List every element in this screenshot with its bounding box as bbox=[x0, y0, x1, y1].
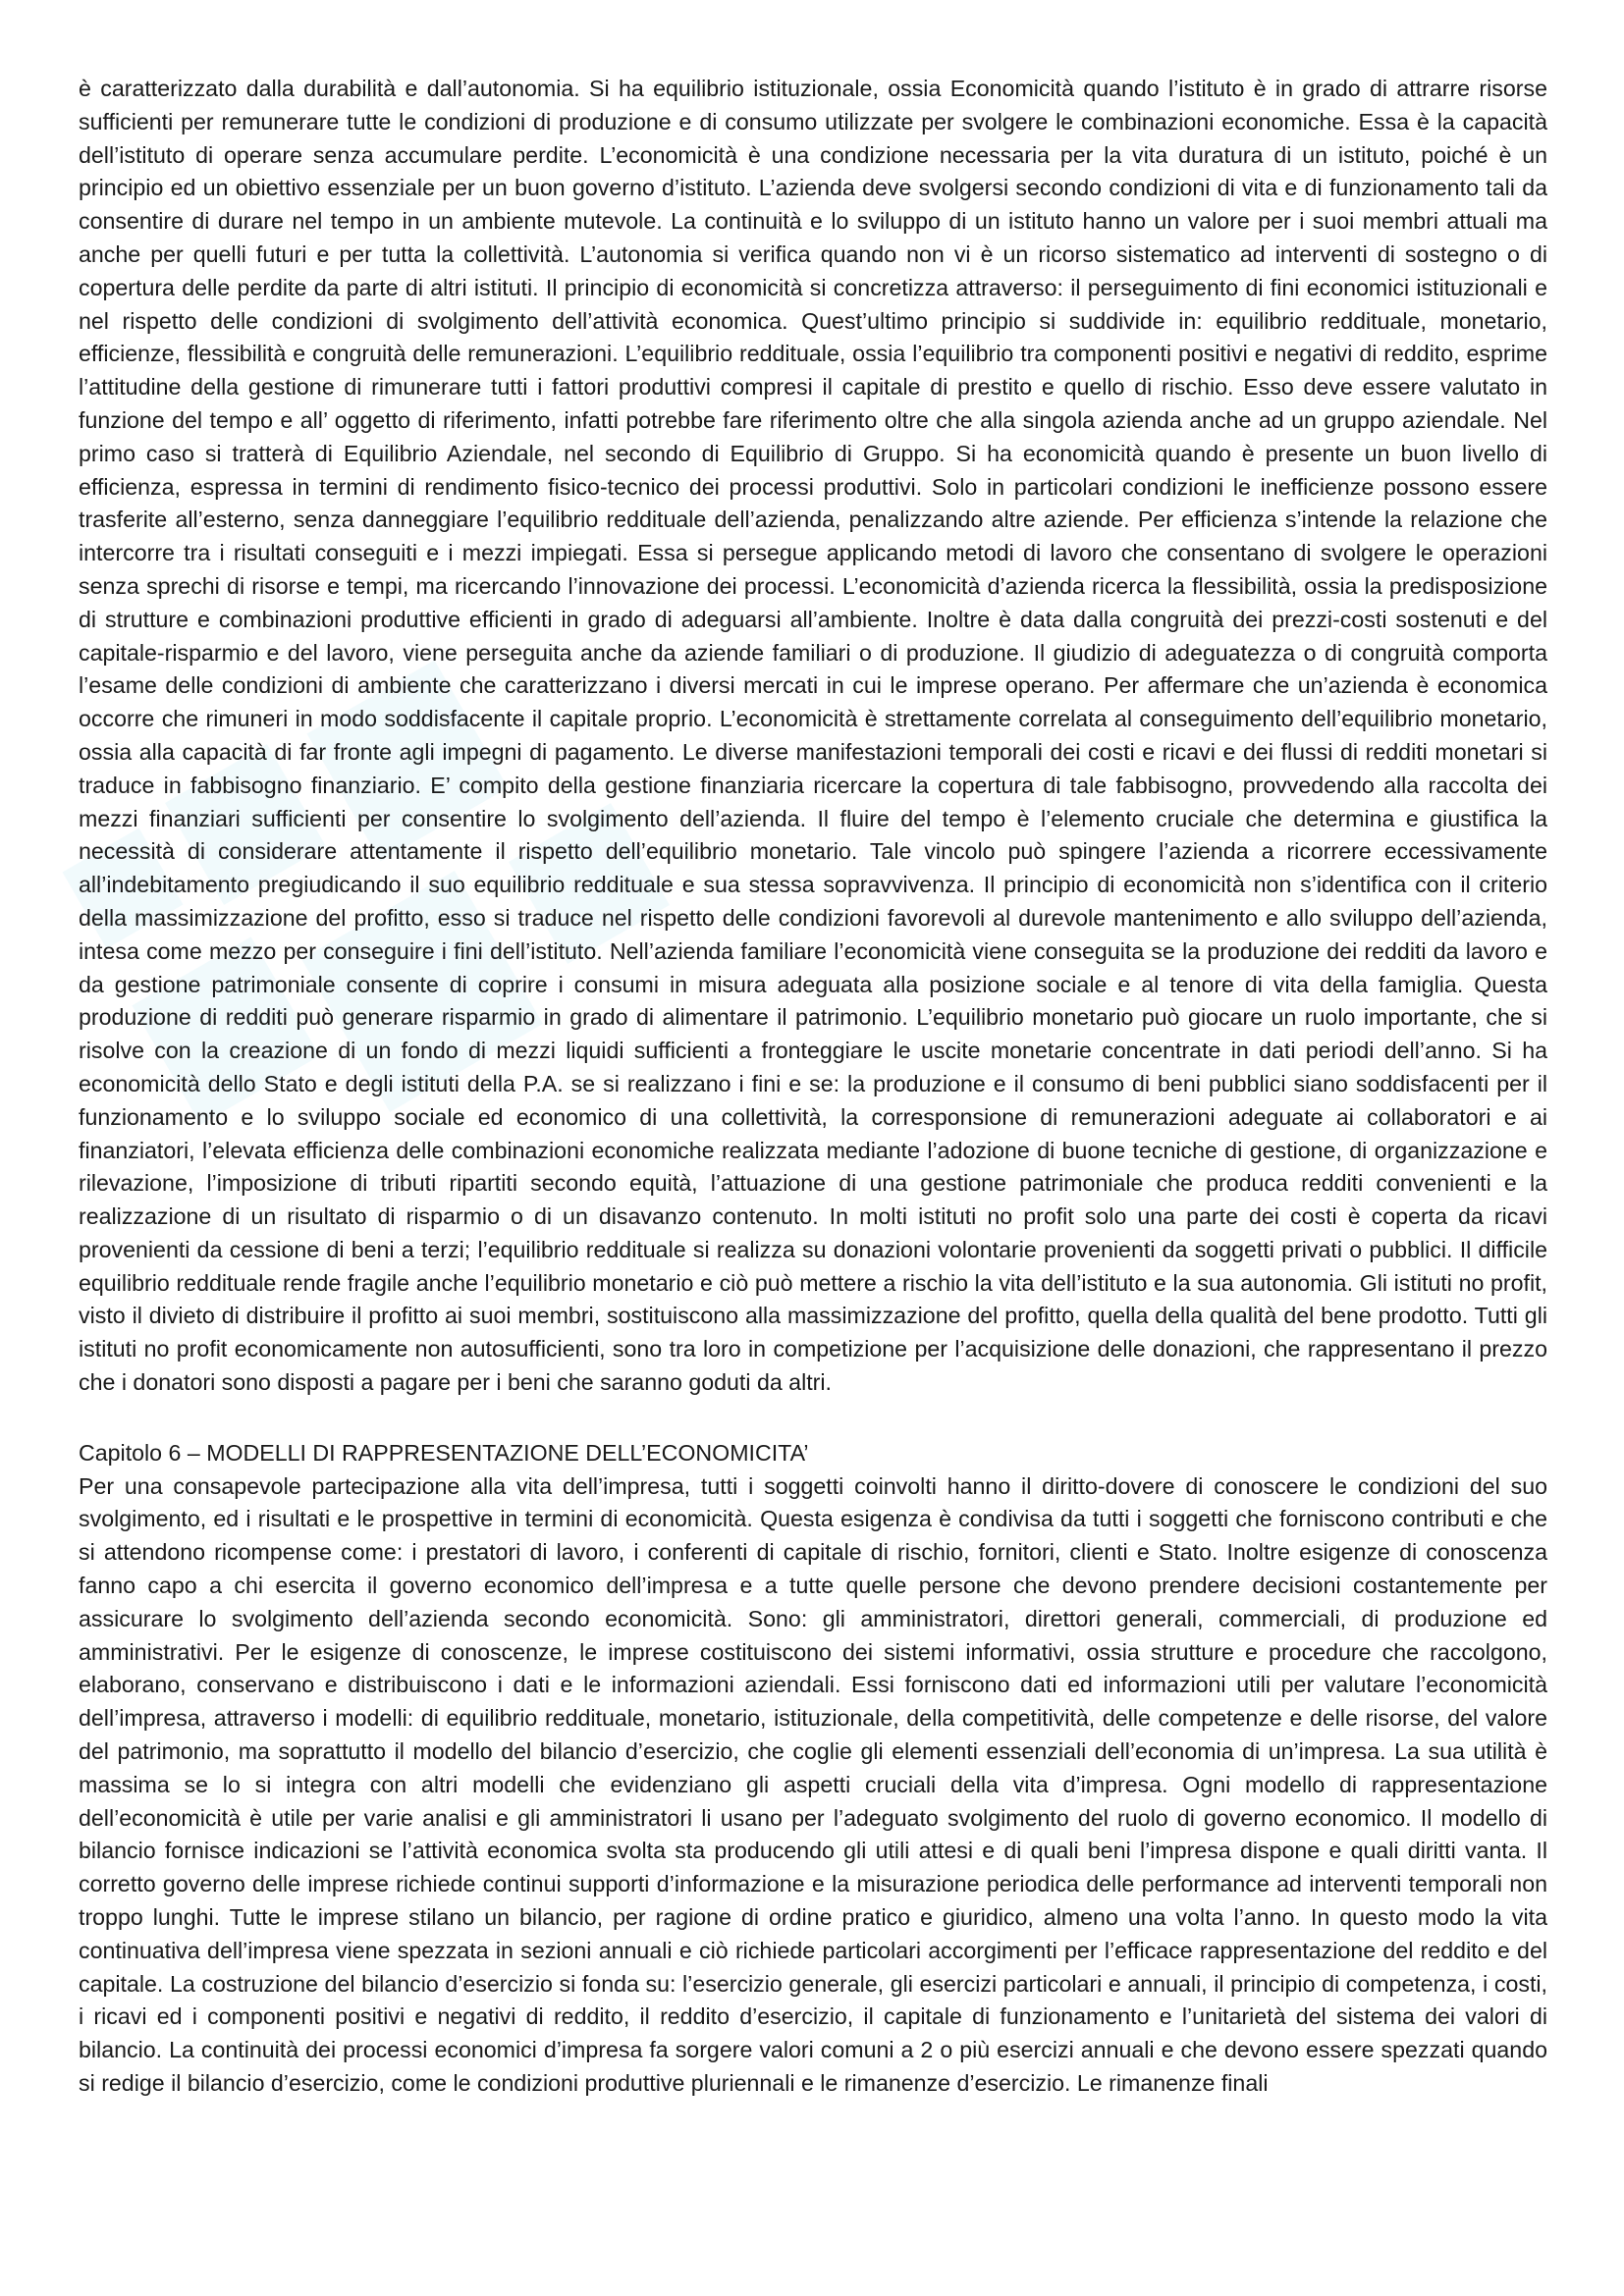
document-page bbox=[79, 73, 1547, 2101]
chapter-heading: Capitolo 6 – MODELLI DI RAPPRESENTAZIONE DELL’ECONOMICITA’ bbox=[79, 1439, 809, 1466]
chapter-paragraph: Per una consapevole partecipazione alla vita dell’impresa, tutti i soggetti coinvolti hanno il diritto-dovere di conoscere le condizioni del suo svolgimento, ed i risultati e le prospettive in termini di economicità. Questa esigenza è condivisa da tutti i soggetti che forniscono contributi e che si attendono ricompense come: i prestatori di lavoro, i conferenti di capitale di rischio, fornitori, clienti e Stato. Inoltre esigenze di conoscenza fanno capo a chi esercita il governo economico dell’impresa e a tutte quelle persone che devono prendere decisioni costantemente per assicurare lo svolgimento dell’azienda secondo economicità. Sono: gli amministratori, direttori generali, commerciali, di produzione ed amministrativi. Per le esigenze di conoscenze, le imprese costituiscono dei sistemi informativi, ossia strutture e procedure che raccolgono, elaborano, conservano e distribuiscono i dati e le informazioni aziendali. Essi forniscono dati ed informazioni utili per valutare l’economicità dell’impresa, attraverso i modelli: di equilibrio reddituale, monetario, istituzionale, della competitività, delle competenze e delle risorse, del valore del patrimonio, ma soprattutto il modello del bilancio d’esercizio, che coglie gli elementi essenziali dell’economia di un’impresa. La sua utilità è massima se lo si integra con altri modelli che evidenziano gli aspetti cruciali della vita d’impresa. Ogni modello di rappresentazione dell’economicità è utile per varie analisi e gli amministratori li usano per l’adeguato svolgimento del ruolo di governo economico. Il modello di bilancio fornisce indicazioni se l’attività economica svolta sta producendo gli utili attesi e di quali beni l’impresa dispone e quali diritti vanta. Il corretto governo delle imprese richiede continui supporti d’informazione e la misurazione periodica delle performance ad interventi temporali non troppo lunghi. Tutte le imprese stilano un bilancio, per ragione di ordine pratico e giuridico, almeno una volta l’anno. In questo modo la vita continuativa dell’impresa viene spezzata in sezioni annuali e ciò richiede particolari accorgimenti per l’efficace rappresentazione del reddito e del capitale. La costruzione del bilancio d’esercizio si fonda su: l’esercizio generale, gli esercizi particolari e annuali, il principio di competenza, i costi, i ricavi ed i componenti positivi e negativi di reddito, il reddito d’esercizio, il capitale di funzionamento e l’unitarietà del sistema dei valori di bilancio. La continuità dei processi economici d’impresa fa sorgere valori comuni a 2 o più esercizi annuali e che devono essere spezzati quando si redige il bilancio d’esercizio, come le condizioni produttive pluriennali e le rimanenze d’esercizio. Le rimanenze finali bbox=[79, 1472, 1547, 2097]
body-paragraph-1: è caratterizzato dalla durabilità e dall’autonomia. Si ha equilibrio istituzionale, ossia Economicità quando l’istituto è in grado di attrarre risorse sufficienti per remunerare tutte le condizioni di produzione e di consumo utilizzate per svolgere le combinazioni economiche. Essa è la capacità dell’istituto di operare senza accumulare perdite. L’economicità è una condizione necessaria per la vita duratura di un istituto, poiché è un principio ed un obiettivo essenziale per un buon governo d’istituto. L’azienda deve svolgersi secondo condizioni di vita e di funzionamento tali da consentire di durare nel tempo in un ambiente mutevole. La continuità e lo sviluppo di un istituto hanno un valore per i suoi membri attuali ma anche per quelli futuri e per tutta la collettività. L’autonomia si verifica quando non vi è un ricorso sistematico ad interventi di sostegno o di copertura delle perdite da parte di altri istituti. Il principio di economicità si concretizza attraverso: il perseguimento di fini economici istituzionali e nel rispetto delle condizioni di svolgimento dell’attività economica. Quest’ultimo principio si suddivide in: equilibrio reddituale, monetario, efficienze, flessibilità e congruità delle remunerazioni. L’equilibrio reddituale, ossia l’equilibrio tra componenti positivi e negativi di reddito, esprime l’attitudine della gestione di rimunerare tutti i fattori produttivi compresi il capitale di prestito e quello di rischio. Esso deve essere valutato in funzione del tempo e all’ oggetto di riferimento, infatti potrebbe fare riferimento oltre che alla singola azienda anche ad un gruppo aziendale. Nel primo caso si tratterà di Equilibrio Aziendale, nel secondo di Equilibrio di Gruppo. Si ha economicità quando è presente un buon livello di efficienza, espressa in termini di rendimento fisico-tecnico dei processi produttivi. Solo in particolari condizioni le inefficienze possono essere trasferite all’esterno, senza danneggiare l’equilibrio reddituale dell’azienda, penalizzando altre aziende. Per efficienza s’intende la relazione che intercorre tra i risultati conseguiti e i mezzi impiegati. Essa si persegue applicando metodi di lavoro che consentano di svolgere le operazioni senza sprechi di risorse e tempi, ma ricercando l’innovazione dei processi. L’economicità d’azienda ricerca la flessibilità, ossia la predisposizione di strutture e combinazioni produttive efficienti in grado di adeguarsi all’ambiente. Inoltre è data dalla congruità dei prezzi-costi sostenuti e del capitale-risparmio e del lavoro, viene perseguita anche da aziende familiari o di produzione. Il giudizio di adeguatezza o di congruità comporta l’esame delle condizioni di ambiente che caratterizzano i diversi mercati in cui le imprese operano. Per affermare che un’azienda è economica occorre che rimuneri in modo soddisfacente il capitale proprio. L’economicità è strettamente correlata al conseguimento dell’equilibrio monetario, ossia alla capacità di far fronte agli impegni di pagamento. Le diverse manifestazioni temporali dei costi e ricavi e dei flussi di redditi monetari si traduce in fabbisogno finanziario. E’ compito della gestione finanziaria ricercare la copertura di tale fabbisogno, provvedendo alla raccolta dei mezzi finanziari sufficienti per consentire lo svolgimento dell’azienda. Il fluire del tempo è l’elemento cruciale che determina e giustifica la necessità di considerare attentamente il rispetto dell’equilibrio monetario. Tale vincolo può spingere l’azienda a ricorrere eccessivamente all’indebitamento pregiudicando il suo equilibrio reddituale e sua stessa sopravvivenza. Il principio di economicità non s’identifica con il criterio della massimizzazione del profitto, esso si traduce nel rispetto delle condizioni favorevoli al durevole mantenimento e allo sviluppo dell’azienda, intesa come mezzo per conseguire i fini dell’istituto. Nell’azienda familiare l’economicità viene conseguita se la produzione dei redditi da lavoro e da gestione patrimoniale consente di coprire i consumi in misura adeguata alla posizione sociale e al tenore di vita della famiglia. Questa produzione di redditi può generare risparmio in grado di alimentare il patrimonio. L’equilibrio monetario può giocare un ruolo importante, che si risolve con la creazione di un fondo di mezzi liquidi sufficienti a fronteggiare le uscite monetarie concentrate in dati periodi dell’anno. Si ha economicità dello Stato e degli istituti della P.A. se si realizzano i fini e se: la produzione e il consumo di beni pubblici siano soddisfacenti per il funzionamento e lo sviluppo sociale ed economico di una collettività, la corresponsione di remunerazioni adeguate ai collaboratori e ai finanziatori, l’elevata efficienza delle combinazioni economiche realizzata mediante l’adozione di buone tecniche di gestione, di organizzazione e rilevazione, l’imposizione di tributi ripartiti secondo equità, l’attuazione di una gestione patrimoniale che produca redditi convenienti e la realizzazione di un risultato di risparmio o di un disavanzo contenuto. In molti istituti no profit solo una parte dei costi è coperta da ricavi provenienti da cessione di beni a terzi; l’equilibrio reddituale si realizza su donazioni volontarie provenienti da soggetti privati o pubblici. Il difficile equilibrio reddituale rende fragile anche l’equilibrio monetario e ciò può mettere a rischio la vita dell’istituto e la sua autonomia. Gli istituti no profit, visto il divieto di distribuire il profitto ai suoi membri, sostituiscono alla massimizzazione del profitto, quella della qualità del bene prodotto. Tutti gli istituti no profit economicamente non autosufficienti, sono tra loro in competizione per l’acquisizione delle donazioni, che rappresentano il prezzo che i donatori sono disposti a pagare per i beni che saranno goduti da altri. bbox=[79, 76, 1547, 1396]
